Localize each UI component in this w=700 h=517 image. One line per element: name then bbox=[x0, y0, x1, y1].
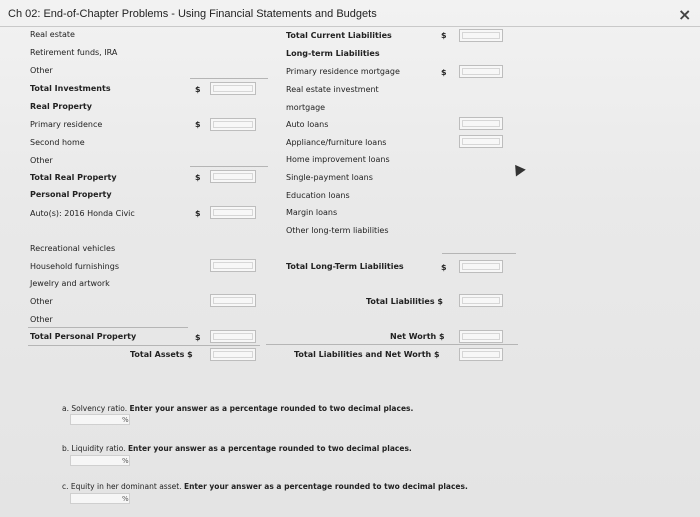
label-recreational-vehicles: Recreational vehicles bbox=[30, 244, 116, 253]
label-total-liabilities-net-worth: Total Liabilities and Net Worth $ bbox=[294, 350, 440, 359]
percent-sign: % bbox=[122, 416, 129, 424]
label-real-property: Real Property bbox=[30, 102, 92, 111]
label-appliance-loans: Appliance/furniture loans bbox=[286, 138, 387, 147]
label-margin-loans: Margin loans bbox=[286, 208, 338, 217]
dollar-sign: $ bbox=[441, 263, 447, 272]
divider bbox=[28, 327, 188, 328]
label-total-personal-property: Total Personal Property bbox=[30, 332, 137, 341]
primary-mortgage-input[interactable] bbox=[459, 65, 503, 78]
question-c-instruction: Enter your answer as a percentage rounded to two decimal places. bbox=[183, 482, 468, 491]
label-long-term-liabilities: Long-term Liabilities bbox=[286, 49, 380, 58]
label-total-investments: Total Investments bbox=[30, 84, 111, 93]
label-retirement-funds: Retirement funds, IRA bbox=[30, 48, 118, 57]
dollar-sign: $ bbox=[441, 68, 447, 77]
total-real-property-input[interactable] bbox=[210, 170, 256, 183]
dollar-sign: $ bbox=[441, 31, 447, 40]
equity-dominant-asset-input[interactable] bbox=[70, 493, 130, 504]
question-c-label: c. Equity in her dominant asset. bbox=[62, 482, 182, 491]
question-a-instruction: Enter your answer as a percentage rounded to two decimal places. bbox=[129, 404, 414, 413]
primary-residence-input[interactable] bbox=[210, 118, 256, 131]
close-icon[interactable]: × bbox=[678, 5, 692, 24]
label-personal-property: Personal Property bbox=[30, 190, 112, 199]
label-other-personal-2: Other bbox=[30, 315, 53, 324]
question-b-instruction: Enter your answer as a percentage rounded to two decimal places. bbox=[127, 444, 412, 453]
household-furnishings-input[interactable] bbox=[210, 259, 256, 272]
total-liab-net-worth-input[interactable] bbox=[459, 348, 503, 361]
divider bbox=[190, 78, 268, 79]
divider bbox=[442, 253, 516, 254]
label-net-worth: Net Worth $ bbox=[390, 332, 445, 341]
mouse-cursor-icon bbox=[510, 161, 526, 176]
label-home-improvement-loans: Home improvement loans bbox=[286, 155, 390, 164]
appliance-loans-input[interactable] bbox=[459, 135, 503, 148]
dollar-sign: $ bbox=[195, 85, 201, 94]
label-total-assets: Total Assets $ bbox=[130, 350, 193, 359]
label-other-long-term: Other long-term liabilities bbox=[286, 226, 389, 235]
total-personal-property-input[interactable] bbox=[210, 330, 256, 343]
label-household-furnishings: Household furnishings bbox=[30, 262, 119, 271]
label-total-long-term-liabilities: Total Long-Term Liabilities bbox=[286, 262, 404, 271]
label-total-liabilities: Total Liabilities $ bbox=[366, 297, 443, 306]
label-other-investments: Other bbox=[30, 66, 53, 75]
label-total-real-property: Total Real Property bbox=[30, 173, 117, 182]
auto-loans-input[interactable] bbox=[459, 117, 503, 130]
liquidity-ratio-input[interactable] bbox=[70, 455, 130, 466]
dollar-sign: $ bbox=[195, 333, 201, 342]
dollar-sign: $ bbox=[195, 120, 201, 129]
question-a-label: a. Solvency ratio. bbox=[62, 404, 128, 413]
label-other-personal-1: Other bbox=[30, 297, 53, 306]
label-other-real-property: Other bbox=[30, 156, 53, 165]
label-mortgage: mortgage bbox=[286, 103, 326, 112]
divider bbox=[266, 344, 518, 345]
dollar-sign: $ bbox=[195, 173, 201, 182]
total-long-term-input[interactable] bbox=[459, 260, 503, 273]
label-primary-mortgage: Primary residence mortgage bbox=[286, 67, 400, 76]
label-single-payment-loans: Single-payment loans bbox=[286, 173, 373, 182]
label-real-estate-investment: Real estate investment bbox=[286, 85, 379, 94]
solvency-ratio-input[interactable] bbox=[70, 414, 130, 425]
divider bbox=[190, 166, 268, 167]
label-total-current-liabilities: Total Current Liabilities bbox=[286, 31, 392, 40]
net-worth-input[interactable] bbox=[459, 330, 503, 343]
divider bbox=[28, 345, 260, 346]
label-real-estate: Real estate bbox=[30, 30, 75, 39]
label-education-loans: Education loans bbox=[286, 191, 350, 200]
total-current-liabilities-input[interactable] bbox=[459, 29, 503, 42]
total-investments-input[interactable] bbox=[210, 82, 256, 95]
dollar-sign: $ bbox=[195, 209, 201, 218]
question-b-label: b. Liquidity ratio. bbox=[62, 444, 126, 453]
other-personal-input[interactable] bbox=[210, 294, 256, 307]
percent-sign: % bbox=[122, 457, 129, 465]
percent-sign: % bbox=[122, 495, 129, 503]
label-primary-residence: Primary residence bbox=[30, 120, 103, 129]
total-liabilities-input[interactable] bbox=[459, 294, 503, 307]
label-autos: Auto(s): 2016 Honda Civic bbox=[30, 209, 135, 218]
question-a bbox=[62, 404, 413, 413]
autos-input[interactable] bbox=[210, 206, 256, 219]
title-bar bbox=[0, 4, 700, 27]
question-c bbox=[62, 482, 468, 491]
label-auto-loans: Auto loans bbox=[286, 120, 329, 129]
total-assets-input[interactable] bbox=[210, 348, 256, 361]
label-jewelry-artwork: Jewelry and artwork bbox=[30, 279, 110, 288]
label-second-home: Second home bbox=[30, 138, 85, 147]
question-b bbox=[62, 444, 412, 453]
window-title: Ch 02: End-of-Chapter Problems - Using Financial Statements and Budgets bbox=[8, 8, 377, 20]
